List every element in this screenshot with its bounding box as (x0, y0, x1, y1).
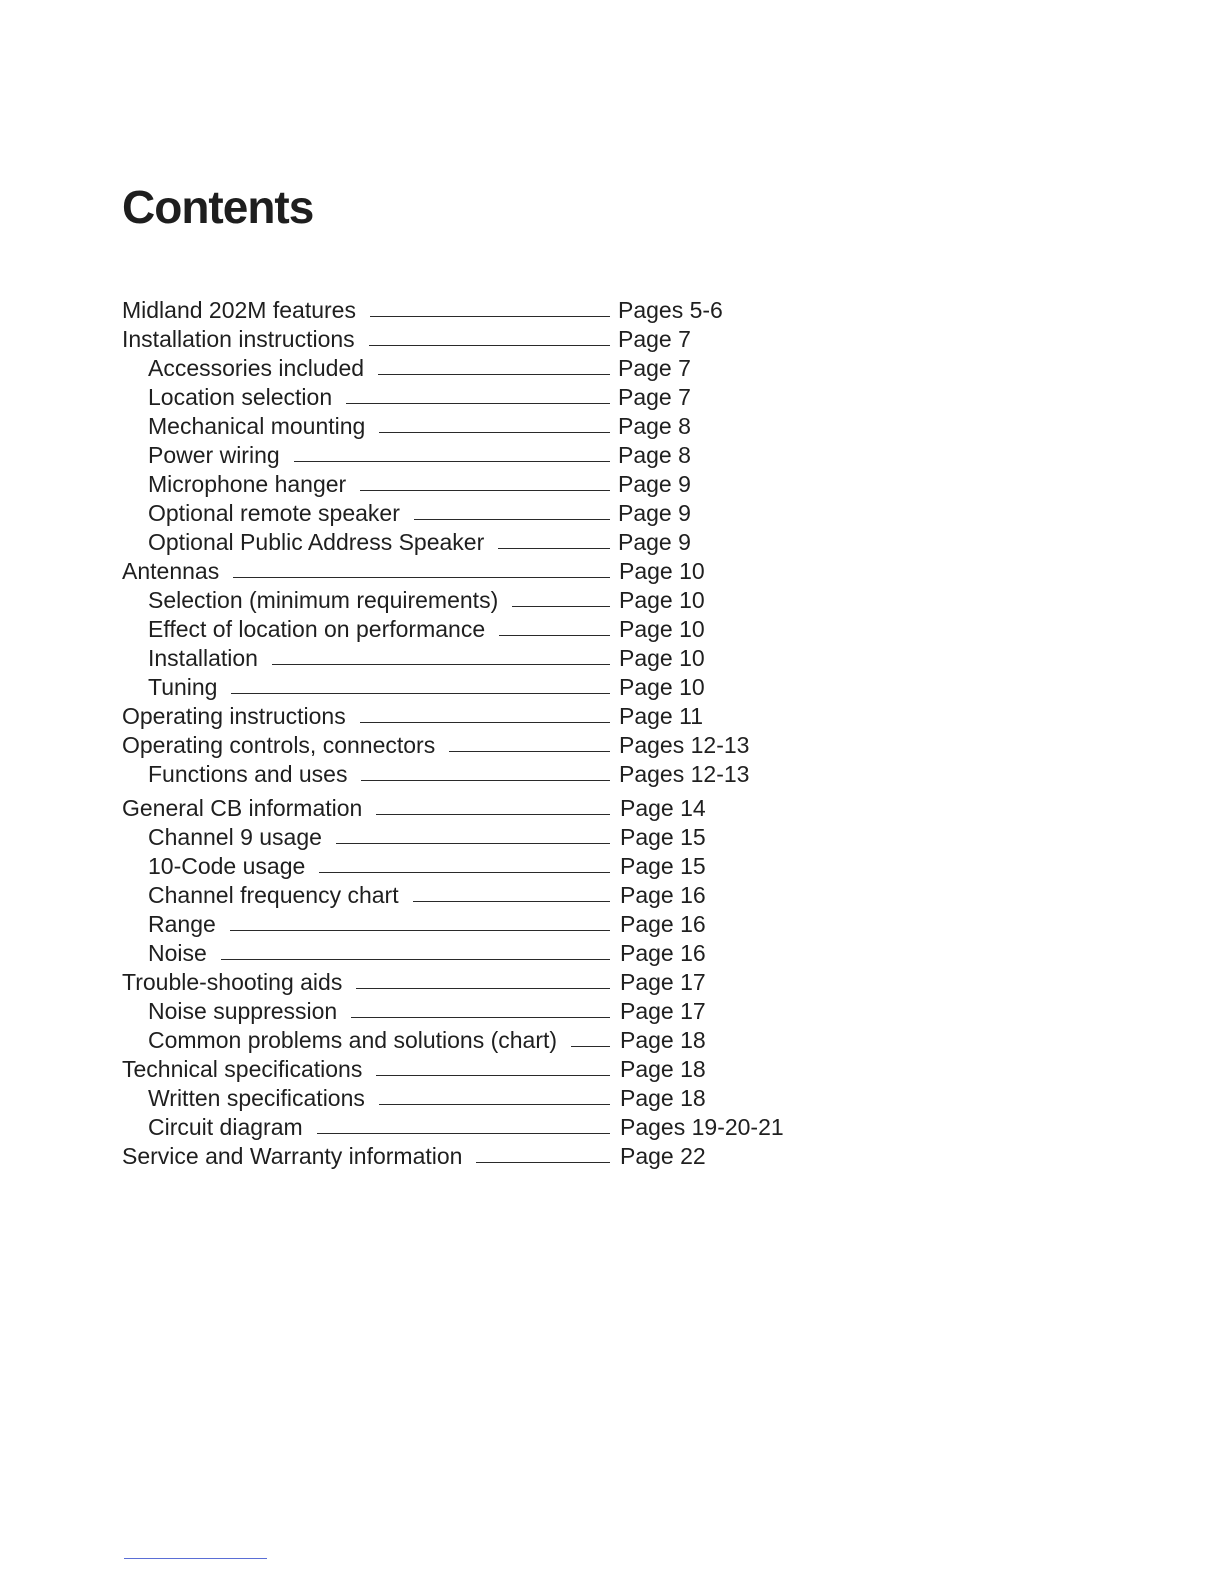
toc-entry (0, 383, 1224, 411)
toc-entry-page: Page 9 (618, 529, 691, 555)
toc-entry-page: Page 8 (618, 442, 691, 468)
toc-entry-label: Circuit diagram (148, 1114, 303, 1140)
toc-entry (0, 586, 1224, 614)
toc-entry-label: Installation instructions (122, 326, 355, 352)
toc-leader-line (351, 1017, 610, 1018)
toc-entry-label: Range (148, 911, 216, 937)
page-title: Contents (122, 181, 314, 233)
toc-leader-line (379, 432, 610, 433)
toc-leader-line (294, 461, 610, 462)
toc-entry (0, 1055, 1224, 1083)
toc-entry (0, 731, 1224, 759)
toc-entry-label: Optional remote speaker (148, 500, 400, 526)
toc-leader-line (317, 1133, 610, 1134)
toc-leader-line (499, 635, 610, 636)
toc-entry (0, 939, 1224, 967)
toc-entry-page: Page 17 (620, 998, 706, 1024)
toc-leader-line (413, 901, 610, 902)
toc-entry (0, 557, 1224, 585)
toc-entry-page: Page 16 (620, 882, 706, 908)
toc-entry-label: Midland 202M features (122, 297, 356, 323)
toc-entry-page: Page 10 (619, 558, 705, 584)
toc-leader-line (346, 403, 610, 404)
toc-entry-page: Page 18 (620, 1027, 706, 1053)
toc-entry-label: Common problems and solutions (chart) (148, 1027, 558, 1053)
toc-leader-line (356, 988, 610, 989)
toc-entry-label: Service and Warranty information (122, 1143, 463, 1169)
toc-entry (0, 441, 1224, 469)
toc-entry-page: Pages 19-20-21 (620, 1114, 784, 1140)
toc-leader-line (336, 843, 610, 844)
toc-leader-line (571, 1046, 610, 1047)
toc-entry (0, 1113, 1224, 1141)
toc-entry (0, 412, 1224, 440)
toc-entry-page: Pages 5-6 (618, 297, 723, 323)
toc-entry (0, 760, 1224, 788)
toc-entry-page: Page 7 (618, 326, 691, 352)
toc-entry (0, 325, 1224, 353)
toc-entry-page: Page 7 (618, 355, 691, 381)
toc-entry-page: Page 11 (619, 703, 703, 729)
toc-leader-line (476, 1162, 610, 1163)
toc-entry-page: Page 18 (620, 1056, 706, 1082)
toc-leader-line (376, 1075, 610, 1076)
toc-entry (0, 499, 1224, 527)
toc-entry-page: Page 22 (620, 1143, 706, 1169)
toc-leader-line (378, 374, 610, 375)
toc-leader-line (360, 722, 610, 723)
footer-rule (124, 1558, 267, 1559)
toc-leader-line (414, 519, 610, 520)
toc-entry (0, 702, 1224, 730)
toc-entry (0, 823, 1224, 851)
toc-entry (0, 910, 1224, 938)
toc-entry-page: Page 10 (619, 674, 705, 700)
toc-entry-label: 10-Code usage (148, 853, 306, 879)
toc-entry-page: Page 14 (620, 795, 706, 821)
toc-leader-line (231, 693, 610, 694)
toc-entry (0, 1142, 1224, 1170)
toc-entry-label: Channel frequency chart (148, 882, 399, 908)
toc-entry-page: Page 15 (620, 853, 706, 879)
toc-leader-line (221, 959, 610, 960)
toc-entry-label: Functions and uses (148, 761, 348, 787)
toc-leader-line (369, 345, 610, 346)
toc-leader-line (360, 490, 610, 491)
toc-entry-page: Pages 12-13 (619, 761, 750, 787)
toc-entry-label: Operating instructions (122, 703, 346, 729)
toc-entry-label: Tuning (148, 674, 218, 700)
toc-leader-line (512, 606, 610, 607)
toc-entry-label: Accessories included (148, 355, 365, 381)
toc-leader-line (272, 664, 610, 665)
toc-entry-label: Channel 9 usage (148, 824, 322, 850)
toc-entry (0, 528, 1224, 556)
toc-entry-label: Location selection (148, 384, 333, 410)
toc-leader-line (361, 780, 610, 781)
toc-entry (0, 296, 1224, 324)
toc-entry-label: Installation (148, 645, 258, 671)
toc-entry-page: Page 17 (620, 969, 706, 995)
toc-leader-line (379, 1104, 610, 1105)
toc-entry-label: Microphone hanger (148, 471, 347, 497)
toc-entry-label: Noise suppression (148, 998, 338, 1024)
toc-entry-label: Antennas (122, 558, 220, 584)
toc-entry-label: Power wiring (148, 442, 280, 468)
toc-entry (0, 644, 1224, 672)
toc-leader-line (319, 872, 610, 873)
toc-leader-line (498, 548, 610, 549)
toc-entry-page: Page 9 (618, 500, 691, 526)
toc-entry (0, 794, 1224, 822)
toc-entry-label: Trouble-shooting aids (122, 969, 343, 995)
toc-entry-page: Page 9 (618, 471, 691, 497)
toc-entry-label: Operating controls, connectors (122, 732, 436, 758)
toc-entry-label: Effect of location on performance (148, 616, 486, 642)
toc-entry-page: Page 10 (619, 645, 705, 671)
toc-entry-label: General CB information (122, 795, 363, 821)
toc-leader-line (370, 316, 610, 317)
toc-leader-line (230, 930, 610, 931)
toc-entry-label: Selection (minimum requirements) (148, 587, 499, 613)
toc-entry-label: Noise (148, 940, 207, 966)
toc-entry (0, 470, 1224, 498)
toc-entry-page: Pages 12-13 (619, 732, 750, 758)
toc-entry-label: Written specifications (148, 1085, 365, 1111)
toc-entry (0, 615, 1224, 643)
toc-entry (0, 354, 1224, 382)
toc-entry (0, 1084, 1224, 1112)
toc-entry-page: Page 16 (620, 911, 706, 937)
toc-leader-line (376, 814, 610, 815)
toc-entry-label: Mechanical mounting (148, 413, 366, 439)
toc-entry (0, 968, 1224, 996)
toc-entry-page: Page 8 (618, 413, 691, 439)
toc-entry-page: Page 10 (619, 616, 705, 642)
toc-entry-label: Technical specifications (122, 1056, 363, 1082)
toc-entry-page: Page 16 (620, 940, 706, 966)
toc-entry (0, 997, 1224, 1025)
toc-entry (0, 852, 1224, 880)
toc-entry-label: Optional Public Address Speaker (148, 529, 485, 555)
toc-entry-page: Page 7 (618, 384, 691, 410)
toc-entry (0, 881, 1224, 909)
toc-leader-line (233, 577, 610, 578)
toc-leader-line (449, 751, 610, 752)
toc-entry (0, 673, 1224, 701)
toc-entry (0, 1026, 1224, 1054)
toc-entry-page: Page 15 (620, 824, 706, 850)
toc-entry-page: Page 10 (619, 587, 705, 613)
toc-entry-page: Page 18 (620, 1085, 706, 1111)
